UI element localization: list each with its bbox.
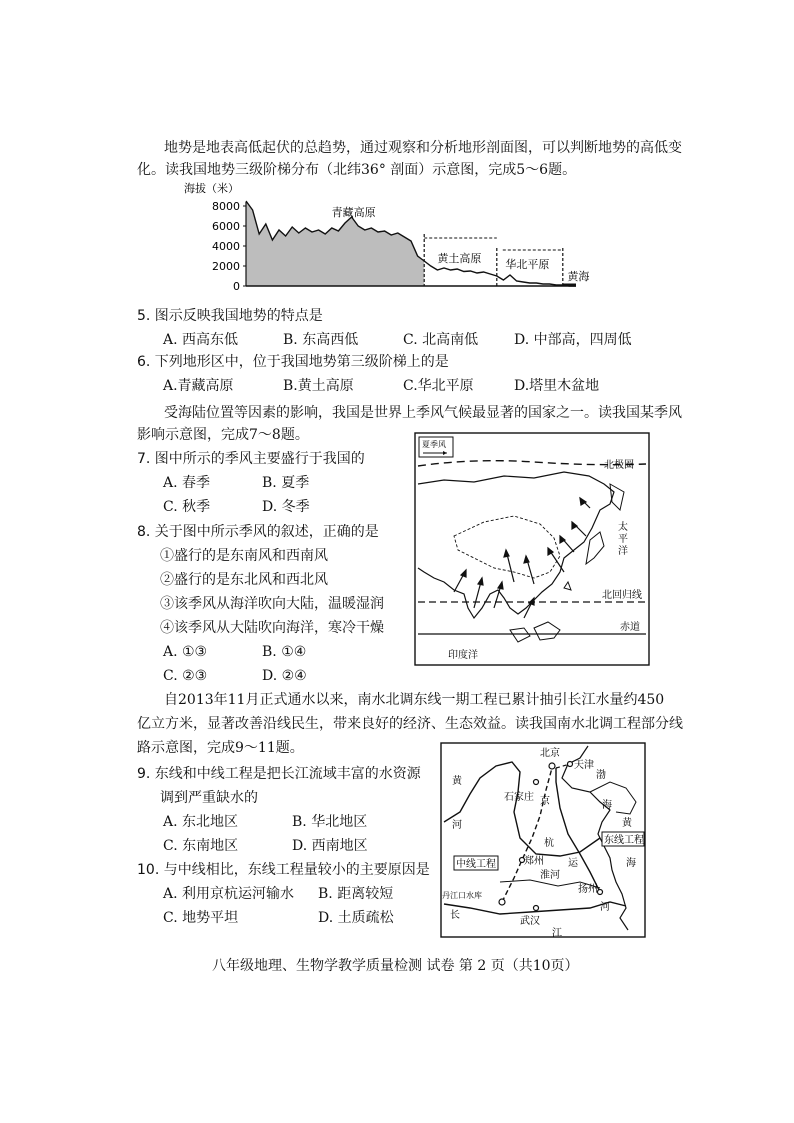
profile-region-qinghai-tibet: 青藏高原 <box>331 206 376 219</box>
profile-y-tick-label: 0 <box>233 280 240 293</box>
question-8-option-b: B. ①④ <box>262 644 307 660</box>
label-pacific-3: 洋 <box>618 546 628 557</box>
label-equator: 赤道 <box>620 622 640 633</box>
label-huaihe: 淮河 <box>540 870 560 881</box>
label-zhengzhou: 郑州 <box>524 856 544 867</box>
label-shijiazhuang: 石家庄 <box>504 792 534 803</box>
label-arctic-circle: 北极圈 <box>604 460 634 471</box>
intro-5-6-line2: 化。读我国地势三级阶梯分布（北纬36° 剖面）示意图，完成5～6题。 <box>137 162 577 178</box>
question-5-option-b: B. 东高西低 <box>283 332 359 348</box>
question-6-stem: 6. 下列地形区中，位于我国地势第三级阶梯上的是 <box>137 354 449 370</box>
monsoon-map <box>414 432 650 666</box>
label-yellow-sea-1: 黄 <box>622 818 632 829</box>
label-huang: 黄 <box>452 776 462 787</box>
profile-y-tick-label: 2000 <box>212 260 240 273</box>
label-indian-ocean: 印度洋 <box>448 650 478 661</box>
question-8-option-d: D. ②④ <box>262 668 307 684</box>
question-8-stem: 8. 关于图中所示季风的叙述，正确的是 <box>137 524 379 540</box>
profile-y-axis-label: 海拔（米） <box>184 182 239 195</box>
intro-9-11-line2: 亿立方米，显著改善沿线民生，带来良好的经济、生态效益。读我国南水北调工程部分线 <box>137 716 683 732</box>
question-5-option-d: D. 中部高，四周低 <box>514 332 632 348</box>
profile-y-tick-label: 4000 <box>212 240 240 253</box>
question-8-option-c: C. ②③ <box>163 668 208 684</box>
label-middle-route: 中线工程 <box>456 859 496 870</box>
question-9-option-d: D. 西南地区 <box>292 838 368 854</box>
question-9-option-a: A. 东北地区 <box>163 814 239 830</box>
label-he: 河 <box>452 820 462 831</box>
question-8-option-a: A. ①③ <box>163 644 208 660</box>
intro-7-8-line1: 受海陆位置等因素的影响，我国是世界上季风气候最显著的国家之一。读我国某季风 <box>164 405 682 421</box>
question-7-option-b: B. 夏季 <box>262 475 310 491</box>
label-hang: 杭 <box>544 838 554 849</box>
label-pacific-1: 太 <box>618 522 628 533</box>
intro-9-11-line3: 路示意图，完成9～11题。 <box>137 740 304 756</box>
label-bo-hai: 海 <box>602 800 612 811</box>
question-5-stem: 5. 图示反映我国地势的特点是 <box>137 308 323 324</box>
question-8-item-4: ④该季风从大陆吹向海洋，寒冷干燥 <box>160 620 384 636</box>
label-tianjin: 天津 <box>574 760 594 771</box>
label-jing: 京 <box>540 796 550 807</box>
question-8-item-1: ①盛行的是东南风和西南风 <box>160 548 328 564</box>
label-pacific-2: 平 <box>618 534 628 545</box>
profile-region-yellow-sea: 黄海 <box>567 270 590 283</box>
question-10-option-d: D. 土质疏松 <box>318 910 394 926</box>
question-7-stem: 7. 图中所示的季风主要盛行于我国的 <box>137 451 365 467</box>
question-8-item-2: ②盛行的是东北风和西北风 <box>160 572 328 588</box>
label-river-he: 河 <box>600 902 610 913</box>
question-9-stem-line1: 9. 东线和中线工程是把长江流域丰富的水资源 <box>137 766 421 782</box>
profile-y-tick-label: 6000 <box>212 220 240 233</box>
label-eastern-route: 东线工程 <box>604 835 644 846</box>
question-10-stem: 10. 与中线相比，东线工程量较小的主要原因是 <box>137 862 430 878</box>
question-7-option-c: C. 秋季 <box>163 499 211 515</box>
question-7-option-d: D. 冬季 <box>262 499 310 515</box>
profile-y-tick-label: 8000 <box>212 200 240 213</box>
question-6-option-a: A.青藏高原 <box>163 378 234 394</box>
question-8-item-3: ③该季风从海洋吹向大陆，温暖湿润 <box>160 596 384 612</box>
question-6-option-b: B.黄土高原 <box>283 378 354 394</box>
question-10-option-b: B. 距离较短 <box>318 886 394 902</box>
question-7-option-a: A. 春季 <box>163 475 211 491</box>
question-5-option-c: C. 北高南低 <box>403 332 479 348</box>
question-6-option-c: C.华北平原 <box>403 378 474 394</box>
question-9-option-b: B. 华北地区 <box>292 814 368 830</box>
terrain-profile-chart <box>180 180 600 296</box>
water-diversion-map <box>440 742 646 938</box>
intro-9-11-line1: 自2013年11月正式通水以来，南水北调东线一期工程已累计抽引长江水量约450 <box>164 692 665 708</box>
question-6-option-d: D.塔里木盆地 <box>514 378 600 394</box>
label-chang: 长 <box>450 910 460 921</box>
label-beijing: 北京 <box>540 748 560 759</box>
question-10-option-a: A. 利用京杭运河输水 <box>163 886 295 902</box>
intro-7-8-line2: 影响示意图，完成7～8题。 <box>137 427 309 443</box>
page-footer: 八年级地理、生物学教学质量检测 试卷 第 2 页（共10页） <box>212 958 579 974</box>
label-danjiangkou: 丹江口水库 <box>442 891 482 900</box>
question-9-stem-line2: 调到严重缺水的 <box>160 790 258 806</box>
monsoon-legend-label: 夏季风 <box>422 440 446 449</box>
profile-region-loess: 黄土高原 <box>437 252 482 265</box>
label-wuhan: 武汉 <box>520 916 540 927</box>
label-tropic: 北回归线 <box>602 590 642 601</box>
question-10-option-c: C. 地势平坦 <box>163 910 239 926</box>
label-yun: 运 <box>568 858 578 869</box>
label-yellow-sea-2: 海 <box>626 858 636 869</box>
question-9-option-c: C. 东南地区 <box>163 838 239 854</box>
label-bo: 渤 <box>596 770 606 781</box>
intro-5-6-line1: 地势是地表高低起伏的总趋势，通过观察和分析地形剖面图，可以判断地势的高低变 <box>164 140 682 156</box>
question-5-option-a: A. 西高东低 <box>163 332 239 348</box>
label-yangzhou: 扬州 <box>578 884 598 895</box>
label-jiang: 江 <box>552 928 562 939</box>
profile-region-north-china-plain: 华北平原 <box>505 258 550 271</box>
